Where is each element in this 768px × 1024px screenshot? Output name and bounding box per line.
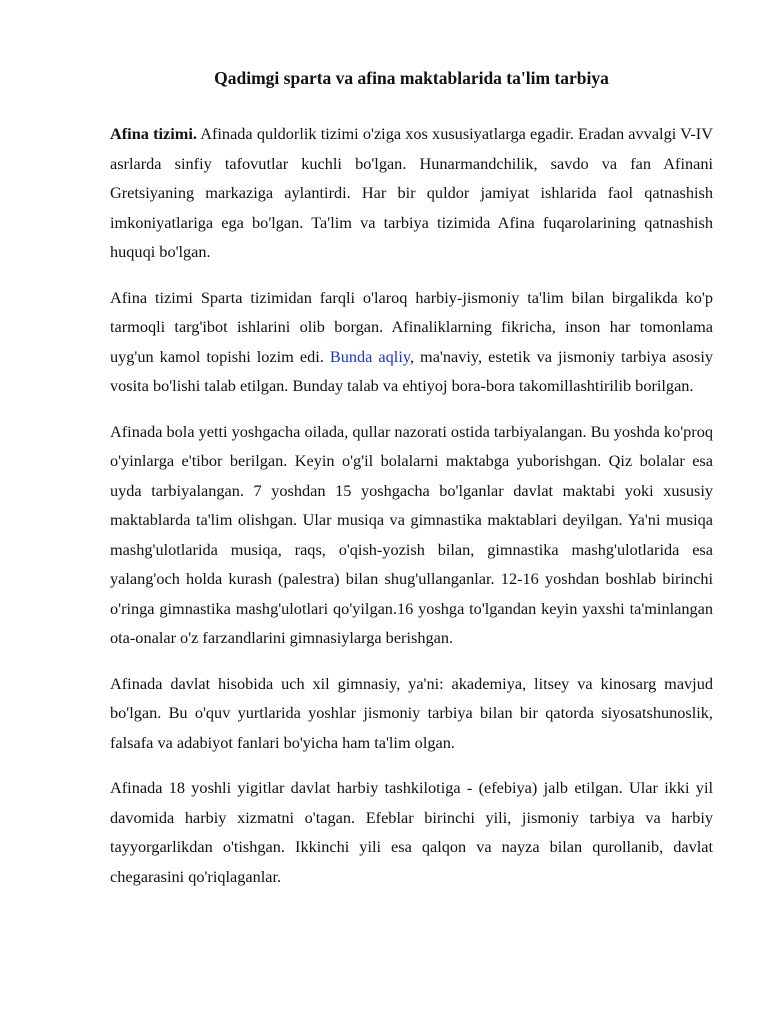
- paragraph-2-after: , ma'naviy, estetik va jismoniy tarbiya asosiy vosita bo'lishi talab etilgan. Bunday talab va ehtiyoj bora-bora takomillashtirilib borilgan.: [110, 346, 713, 395]
- paragraph-2-before: Afina tizimi Sparta tizimidan farqli o'laroq harbiy-jismoniy ta'lim bilan birgalikda ko'p tarmoqli targ'ibot ishlarini olib borgan. Afinaliklarning fikricha, inson har tomonlama uyg'un kamol topishi lozim edi.: [110, 287, 713, 366]
- paragraph-1: [110, 119, 713, 267]
- document-page: [110, 66, 713, 907]
- inline-link[interactable]: Bunda aqliy: [329, 346, 410, 366]
- page-title: Qadimgi sparta va afina maktablarida ta'lim tarbiya: [214, 68, 609, 88]
- paragraph-1-lead: Afina tizimi.: [110, 124, 197, 143]
- paragraph-2: [110, 283, 713, 401]
- paragraph-1-text: Afinada quldorlik tizimi o'ziga xos xususiyatlarga egadir. Eradan avvalgi V-IV asrlarda sinfiy tafovutlar kuchli bo'lgan. Hunarmandchilik, savdo va fan Afinani Gretsiyaning markaziga aylantirdi. Har bir quldor jamiyat ishlarida faol qatnashish imkoniyatlariga ega bo'lgan. Ta'lim va tarbiya tizimida Afina fuqarolarining qatnashish huquqi bo'lgan.: [110, 124, 713, 261]
- paragraph-4: Afinada davlat hisobida uch xil gimnasiy, ya'ni: akademiya, litsey va kinosarg mavjud bo'lgan. Bu o'quv yurtlarida yoshlar jismoniy tarbiya bilan bir qatorda siyosatshunoslik, falsafa va adabiyot fanlari bo'yicha ham ta'lim olgan.: [110, 673, 713, 752]
- paragraph-5: Afinada 18 yoshli yigitlar davlat harbiy tashkilotiga - (efebiya) jalb etilgan. Ular ikki yil davomida harbiy xizmatni o'tagan. Efeblar birinchi yili, jismoniy tarbiya va harbiy tayyorgarlikdan o'tishgan. Ikkinchi yili esa qalqon va nayza bilan qurollanib, davlat chegarasini qo'riqlaganlar.: [110, 778, 713, 886]
- paragraph-3: Afinada bola yetti yoshgacha oilada, qullar nazorati ostida tarbiyalangan. Bu yoshda ko'proq o'yinlarga e'tibor berilgan. Keyin o'g'il bolalarni maktabga yuborishgan. Qiz bolalar esa uyda tarbiyalangan. 7 yoshdan 15 yoshgacha bo'lganlar davlat maktabi yoki xususiy maktablarda ta'lim olishgan. Ular musiqa va gimnastika maktablari deyilgan. Ya'ni musiqa mashg'ulotlarida musiqa, raqs, o'qish-yozish bilan, gimnastika mashg'ulotlarida esa yalang'och holda kurash (palestra) bilan shug'ullanganlar. 12-16 yoshdan boshlab birinchi o'ringa gimnastika mashg'ulotlari qo'yilgan.16 yoshga to'lgandan keyin yaxshi ta'minlangan ota-onalar o'z farzandlarini gimnasiylarga berishgan.: [110, 421, 713, 647]
